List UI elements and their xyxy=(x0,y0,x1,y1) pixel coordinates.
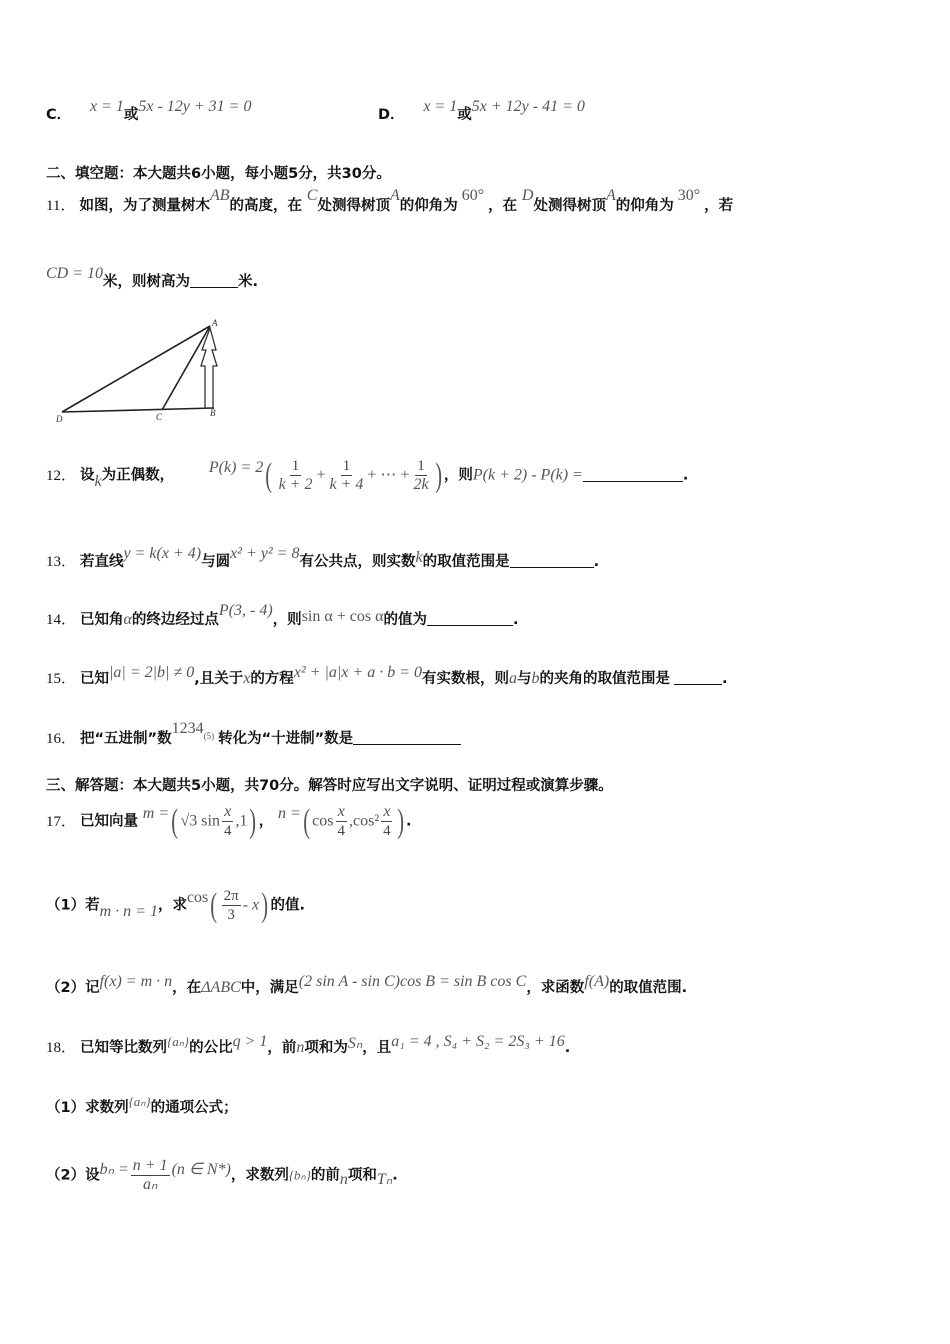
q11-cd: CD = 10 xyxy=(46,265,104,282)
q18-end: . xyxy=(564,1040,571,1056)
q17-n-f2d: 4 xyxy=(383,823,391,839)
q17-p1-frac xyxy=(222,888,241,923)
q12-number: 12． xyxy=(46,467,77,484)
q17-p1-rparen: ) xyxy=(261,886,269,924)
q15-blank xyxy=(674,670,722,685)
q17-p1-lparen: ( xyxy=(210,886,218,924)
q18-p1-label: （1）求数列 xyxy=(46,1100,129,1116)
q11-text-7: 的仰角为 xyxy=(615,198,674,214)
q13-text-3: 有公共点，则实数 xyxy=(299,554,416,570)
q17-p2-text-2: 中，满足 xyxy=(240,980,299,996)
section-3-heading: 三、解答题：本大题共5小题，共70分。解答时应写出文字说明、证明过程或演算步骤。 xyxy=(46,778,613,794)
question-18-part-1 xyxy=(46,1096,238,1117)
q15-x: x xyxy=(243,670,251,687)
q17-n-cos2: ,cos² xyxy=(349,812,380,830)
q12-f1n: 1 xyxy=(291,458,300,474)
option-d-or: 或 xyxy=(457,107,472,123)
q17-p2-fa: f(A) xyxy=(584,973,610,990)
q17-p2-text-1: ，在 xyxy=(172,980,202,996)
q14-expr: sin α + cos α xyxy=(301,608,384,625)
q11-c: C xyxy=(306,187,318,204)
q17-n: n = xyxy=(278,804,301,822)
section-2-heading: 二、填空题：本大题共6小题，每小题5分，共30分。 xyxy=(46,166,391,182)
q11-text-8: ，若 xyxy=(704,198,734,214)
q11-a2: A xyxy=(605,187,616,204)
q17-n-f2n: x xyxy=(383,803,391,820)
question-11 xyxy=(46,187,734,215)
q17-p2-end: 的取值范围. xyxy=(609,980,688,996)
q16-blank xyxy=(353,730,461,745)
q13-blank xyxy=(510,553,594,568)
q13-text-2: 与圆 xyxy=(201,554,231,570)
question-17-part-2 xyxy=(46,973,688,997)
q15-eq: x² + |a|x + a · b = 0 xyxy=(293,664,422,681)
q12-lparen: ( xyxy=(265,456,273,494)
q17-p1-text: ，求 xyxy=(157,897,187,914)
option-c-math: x = 1 xyxy=(89,98,124,115)
q15-b: b xyxy=(531,670,540,687)
q18-p2-seq: {bₙ} xyxy=(288,1167,311,1183)
question-11-line-2 xyxy=(46,265,259,291)
q11-deg60: 60° xyxy=(461,187,485,204)
figure-label-a: A xyxy=(212,318,218,328)
q12-blank xyxy=(583,467,683,482)
q11-a: A xyxy=(389,187,400,204)
q11-text-9: 米，则树高为 xyxy=(103,274,191,290)
figure-label-b: B xyxy=(210,408,216,418)
q17-n-fd: 4 xyxy=(337,823,345,839)
q12-rparen: ) xyxy=(434,456,442,494)
q17-p2-eq: (2 sin A - sin C)cos B = sin B cos C xyxy=(298,973,527,990)
option-d-math2: 5x + 12y - 41 = 0 xyxy=(471,98,585,115)
q16-value: 1234 xyxy=(171,720,204,737)
q15-text-5: 与 xyxy=(517,671,532,687)
q12-frac-1 xyxy=(277,458,315,493)
q16-number: 16． xyxy=(46,731,77,747)
q12-f1d: k + 2 xyxy=(278,476,313,493)
q17-m-fn: x xyxy=(224,803,232,820)
q18-p2-label: （2）设 xyxy=(46,1167,100,1184)
q17-p2-triangle: ΔABC xyxy=(201,979,241,996)
q14-end: . xyxy=(512,612,519,628)
q12-plus: + xyxy=(316,466,326,484)
q15-text-4: 有实数根，则 xyxy=(422,671,509,687)
q17-p1-cond: m · n = 1 xyxy=(99,902,158,920)
q18-p2-text-2: 的前 xyxy=(310,1167,340,1184)
option-c-or: 或 xyxy=(123,107,139,123)
q17-m-sqrt: √3 sin xyxy=(180,812,220,830)
q17-number: 17． xyxy=(46,813,77,830)
q17-p1-end: 的值. xyxy=(270,897,305,914)
tree-shape xyxy=(201,328,217,408)
q18-number: 18． xyxy=(46,1040,77,1056)
question-18 xyxy=(46,1033,571,1057)
q17-n-lparen: ( xyxy=(303,802,310,840)
q14-point: P(3, - 4) xyxy=(218,602,273,619)
figure-line-da xyxy=(62,326,210,412)
q17-p1-label: （1）若 xyxy=(46,897,100,914)
q13-text-1: 若直线 xyxy=(80,554,124,570)
q11-text-1: 如图，为了测量树木 xyxy=(79,198,210,214)
option-c-math2: 5x - 12y + 31 = 0 xyxy=(138,98,252,115)
q11-figure xyxy=(52,316,232,426)
q18-p2-n: n xyxy=(339,1170,348,1188)
q11-text-2: 的高度，在 xyxy=(229,198,302,214)
q11-d: D xyxy=(521,187,534,204)
q18-cond: a₁ = 4 , S₄ + S₂ = 2S₃ + 16 xyxy=(391,1033,565,1050)
q11-text-6: 处测得树顶 xyxy=(533,198,606,214)
q13-end: . xyxy=(593,554,600,570)
q18-p2-end: . xyxy=(392,1167,398,1184)
q11-number: 11． xyxy=(46,198,76,214)
q14-number: 14． xyxy=(46,612,77,628)
q12-text-1: 设 xyxy=(80,467,95,484)
question-16 xyxy=(46,720,461,748)
q15-text-3: 的方程 xyxy=(250,671,294,687)
q12-end: . xyxy=(682,467,689,484)
q18-p2-fn: n + 1 xyxy=(132,1157,168,1174)
q18-p1-text: 的通项公式； xyxy=(150,1100,238,1116)
q18-seq: {aₙ} xyxy=(167,1034,190,1049)
q18-p1-seq: {aₙ} xyxy=(128,1094,151,1109)
q14-alpha: α xyxy=(123,611,132,628)
q12-expr: P(k + 2) - P(k) = xyxy=(472,466,583,484)
q11-text-10: 米. xyxy=(238,274,259,290)
q14-text-4: 的值为 xyxy=(383,612,427,628)
q14-text-2: 的终边经过点 xyxy=(131,612,219,628)
question-13 xyxy=(46,545,600,571)
q15-text-2: ,且关于 xyxy=(194,671,244,687)
q17-comma: ， xyxy=(258,813,274,830)
question-12 xyxy=(46,458,688,493)
q12-f2d: k + 4 xyxy=(329,476,364,493)
q18-text-3: ，前 xyxy=(267,1040,297,1056)
q13-text-4: 的取值范围是 xyxy=(422,554,510,570)
q17-p2-text-3: ，求函数 xyxy=(526,980,585,996)
q13-line: y = k(x + 4) xyxy=(123,545,202,562)
q12-dots: + ⋯ + xyxy=(367,466,410,484)
option-d-math: x = 1 xyxy=(423,98,458,115)
q11-blank xyxy=(190,273,238,288)
q12-text-2: 为正偶数， xyxy=(101,467,175,484)
figure-line-db xyxy=(62,408,214,412)
q18-p2-frac xyxy=(131,1158,170,1193)
q12-k: k xyxy=(94,472,102,490)
q11-text-4: 的仰角为 xyxy=(399,198,458,214)
q17-end: . xyxy=(405,813,412,830)
q17-n-frac xyxy=(336,804,348,839)
q18-text-5: ，且 xyxy=(362,1040,392,1056)
q16-text-1: 把“五进制”数 xyxy=(80,731,172,747)
q15-a: a xyxy=(509,670,517,687)
q14-text-3: ，则 xyxy=(272,612,302,628)
q13-number: 13． xyxy=(46,554,77,570)
q17-p1-cos: cos xyxy=(186,888,209,906)
q17-text-1: 已知向量 xyxy=(80,813,139,830)
question-18-part-2 xyxy=(46,1158,398,1193)
option-d xyxy=(378,98,585,124)
q17-m-lparen: ( xyxy=(171,802,179,840)
option-d-label: D． xyxy=(378,107,405,123)
q17-p1-fn: 2π xyxy=(223,888,239,904)
q15-text-1: 已知 xyxy=(80,671,110,687)
q16-base: (5) xyxy=(203,731,215,741)
q15-text-6: 的夹角的取值范围是 xyxy=(539,671,670,687)
q12-f3d: 2k xyxy=(413,476,429,493)
q16-text-2: 转化为“十进制”数是 xyxy=(218,731,354,747)
question-17-part-1 xyxy=(46,888,305,923)
q13-k: k xyxy=(415,549,423,566)
q18-s: Sₙ xyxy=(347,1035,363,1052)
q17-m: m = xyxy=(142,804,170,822)
q18-text-4: 项和为 xyxy=(304,1040,348,1056)
q17-p1-fd: 3 xyxy=(227,907,235,923)
q13-circle: x² + y² = 8 xyxy=(230,545,300,562)
q11-text-5: ，在 xyxy=(488,198,518,214)
q12-frac-2 xyxy=(328,458,366,493)
figure-label-d: D xyxy=(56,414,63,424)
q18-p2-set: (n ∈ N*) xyxy=(171,1160,231,1178)
q18-n: n xyxy=(296,1039,305,1056)
question-17 xyxy=(46,804,411,839)
q17-p2-label: （2）记 xyxy=(46,980,100,996)
q17-n-rparen: ) xyxy=(396,802,404,840)
q15-cond: |a| = 2|b| ≠ 0 xyxy=(109,664,195,681)
q18-p2-fd: aₙ xyxy=(142,1176,158,1193)
q11-ab: AB xyxy=(209,187,230,204)
q17-m-frac xyxy=(222,804,234,839)
q18-p2-text-3: 项和 xyxy=(347,1167,377,1184)
q11-deg30: 30° xyxy=(677,187,701,204)
q18-text-2: 的公比 xyxy=(189,1040,233,1056)
q18-p2-b: bₙ = xyxy=(99,1160,129,1178)
q17-p2-f: f(x) = m · n xyxy=(99,973,173,990)
option-c-label: C． xyxy=(46,107,72,123)
q17-n-cos: cos xyxy=(312,812,334,830)
q18-text-1: 已知等比数列 xyxy=(80,1040,168,1056)
q11-text-3: 处测得树顶 xyxy=(317,198,390,214)
figure-label-c: C xyxy=(156,412,163,422)
question-15 xyxy=(46,664,728,688)
q17-m-b: ,1 xyxy=(235,812,248,830)
q12-text-3: ，则 xyxy=(443,467,473,484)
q17-m-rparen: ) xyxy=(249,802,257,840)
q12-p: P(k) = 2 xyxy=(208,458,264,476)
q17-n-fn: x xyxy=(337,803,345,820)
option-c xyxy=(46,98,252,124)
q18-p2-text-1: ，求数列 xyxy=(230,1167,289,1184)
q12-f2n: 1 xyxy=(342,458,351,474)
q15-number: 15． xyxy=(46,671,77,687)
q17-n-frac-2 xyxy=(381,804,393,839)
q12-frac-3 xyxy=(411,458,430,493)
question-14 xyxy=(46,602,519,629)
q17-p1-x: - x xyxy=(242,896,260,914)
q14-text-1: 已知角 xyxy=(80,612,124,628)
q18-p2-t: Tₙ xyxy=(376,1170,393,1188)
q17-m-fd: 4 xyxy=(223,823,232,839)
q14-blank xyxy=(427,611,513,626)
figure-line-ca xyxy=(162,326,210,410)
q15-end: . xyxy=(722,671,728,687)
q18-q: q > 1 xyxy=(232,1033,268,1050)
q12-f3n: 1 xyxy=(417,458,425,474)
